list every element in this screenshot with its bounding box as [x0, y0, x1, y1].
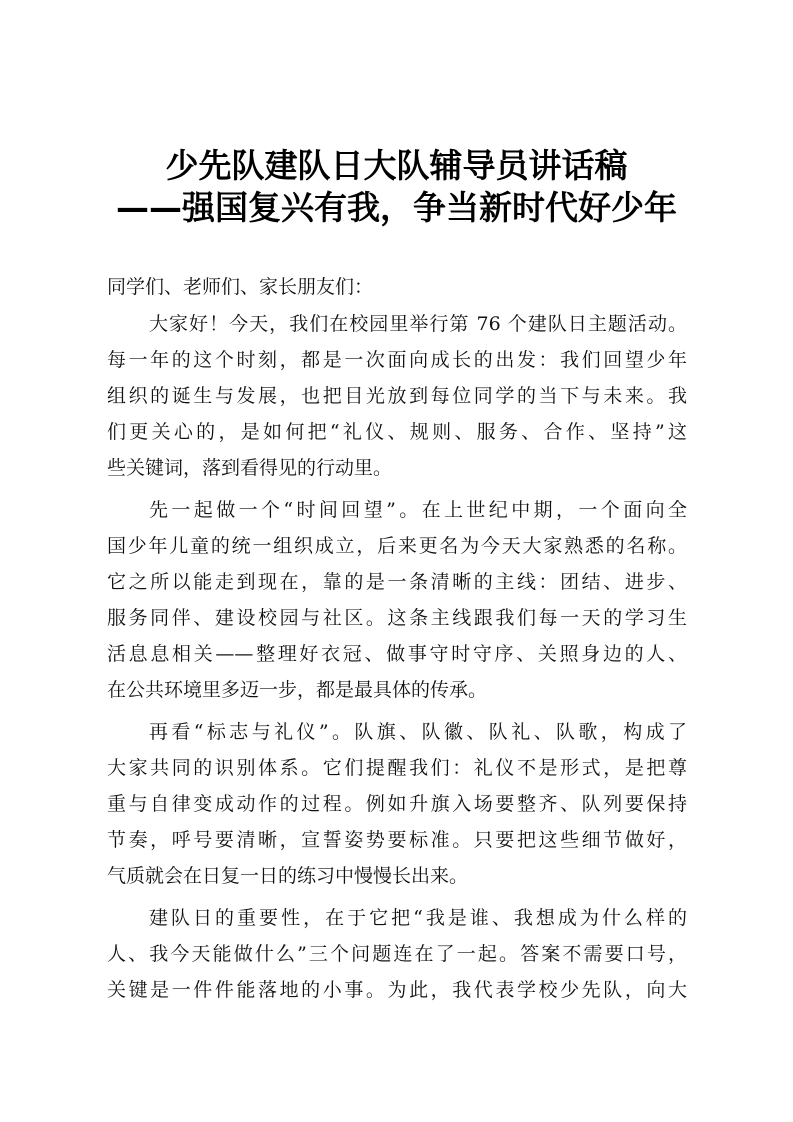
paragraph-4-line: 关键是一件件能落地的小事。为此，我代表学校少先队，向大: [107, 979, 687, 1001]
paragraph-1-line: 组织的诞生与发展，也把目光放到每位同学的当下与未来。我: [107, 385, 687, 407]
paragraph-2-line: 先一起做一个“时间回望”。在上世纪中期，一个面向全: [149, 499, 687, 521]
paragraph-3-line: 再看“标志与礼仪”。队旗、队徽、队礼、队歌，构成了: [149, 721, 687, 743]
document-title: 少先队建队日大队辅导员讲话稿: [165, 146, 628, 185]
paragraph-3-line: 大家共同的识别体系。它们提醒我们：礼仪不是形式，是把尊: [107, 757, 687, 779]
paragraph-1-line: 些关键词，落到看得见的行动里。: [107, 457, 393, 479]
paragraph-2-line: 它之所以能走到现在，靠的是一条清晰的主线：团结、进步、: [107, 571, 687, 593]
paragraph-1-line: 每一年的这个时刻，都是一次面向成长的出发：我们回望少年: [107, 349, 687, 371]
document-subtitle: ——强国复兴有我，争当新时代好少年: [116, 188, 677, 227]
paragraph-2-line: 活息息相关——整理好衣冠、做事守时守序、关照身边的人、: [107, 643, 687, 665]
paragraph-3-line: 气质就会在日复一日的练习中慢慢长出来。: [107, 865, 469, 887]
paragraph-4-line: 人、我今天能做什么”三个问题连在了一起。答案不需要口号，: [107, 943, 687, 965]
paragraph-1-line: 大家好！今天，我们在校园里举行第 76 个建队日主题活动。: [149, 313, 687, 335]
paragraph-2-line: 国少年儿童的统一组织成立，后来更名为今天大家熟悉的名称。: [107, 535, 687, 557]
paragraph-1-line: 们更关心的，是如何把“礼仪、规则、服务、合作、坚持”这: [107, 421, 687, 443]
paragraph-3-line: 重与自律变成动作的过程。例如升旗入场要整齐、队列要保持: [107, 793, 687, 815]
paragraph-2-line: 服务同伴、建设校园与社区。这条主线跟我们每一天的学习生: [107, 607, 687, 629]
paragraph-4-line: 建队日的重要性，在于它把“我是谁、我想成为什么样的: [149, 907, 687, 929]
salutation: 同学们、老师们、家长朋友们：: [107, 276, 374, 298]
paragraph-3-line: 节奏，呼号要清晰，宣誓姿势要标准。只要把这些细节做好，: [107, 829, 687, 851]
paragraph-2-line: 在公共环境里多迈一步，都是最具体的传承。: [107, 679, 488, 701]
